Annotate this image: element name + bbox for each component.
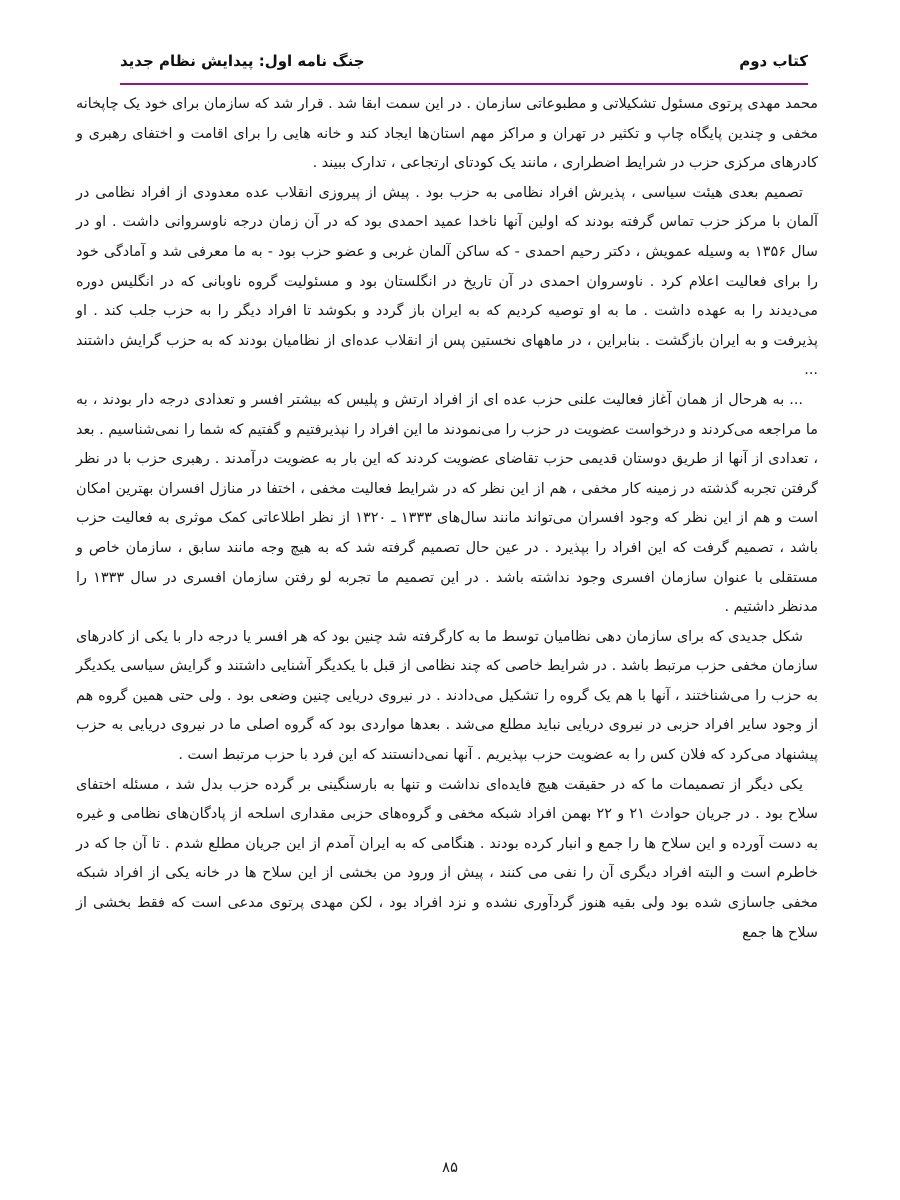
page-number: ۸۵: [441, 1158, 459, 1176]
header-book-title: کتاب دوم: [739, 52, 808, 70]
body-text: [76, 90, 818, 948]
paragraph-5: یکی دیگر از تصمیمات ما که در حقیقت هیچ فایده‌ای نداشت و تنها به بارسنگینی بر گرده حزب بدل شد ، مسئله اختفای سلاح بود . در جریان حوادث ۲۱ و ۲۲ بهمن افراد شبکه مخفی و گروه‌های حزبی مقداری اسلحه از پادگان‌های نظامی و غیره به دست آورده و این سلاح ها را جمع و انبار کرده بودند . هنگامی که به ایران آمدم از این جریان مطلع شدم . تا آن جا که در خاطرم است و البته افراد دیگری آن را نفی می کنند ، پیش از ورود من بخشی از این سلاح ها در خانه یکی از افراد شبکه مخفی جاسازی شده بود ولی بقیه هنوز گردآوری نشده و نزد افراد بود ، لکن مهدی پرتوی مدعی است که فقط بخشی از سلاح ها جمع: [76, 776, 818, 941]
paragraph-2: تصمیم بعدی هیئت سیاسی ، پذیرش افراد نظامی به حزب بود . پیش از پیروزی انقلاب عده معدودی از افراد نظامی در آلمان با مرکز حزب تماس گرفته بودند که اولین آنها ناخدا عمید احمدی بود که در آن زمان درجه ناوسروانی داشت . او در سال ۱۳۵۶ به وسیله عمویش ، دکتر رحیم احمدی - که ساکن آلمان غربی و عضو حزب بود - به ما معرفی شد و آمادگی خود را برای فعالیت اعلام کرد . ناوسروان احمدی در آن تاریخ در انگلستان بود و مسئولیت گروه ناوبانی که در انگلیس دوره می‌دیدند را به عهده داشت . ما به او توصیه کردیم که به ایران باز گردد و بکوشد تا افراد دیگر را به حزب جلب کند . او پذیرفت و به ایران بازگشت . بنابراین ، در ماههای نخستین پس از انقلاب عده‌ای از نظامیان بودند که به حزب گرایش داشتند ...: [76, 184, 818, 379]
paragraph-3: ... به هرحال از همان آغاز فعالیت علنی حزب عده ای از افراد ارتش و پلیس که بیشتر افسر و تعدادی درجه دار بودند ، به ما مراجعه می‌کردند و درخواست عضویت در حزب را می‌نمودند ما این افراد را نپذیرفتیم و گفتیم که شما را نمی‌شناسیم . بعد ، تعدادی از آنها از طریق دوستان قدیمی حزب تقاضای عضویت کردند که این بار به عضویت درآمدند . رهبری حزب با در نظر گرفتن تجربه گذشته در زمینه کار مخفی ، هم از این نظر که در شرایط فعالیت مخفی ، اختفا در منازل افسران بهترین امکان است و هم از این نظر که وجود افسران می‌تواند مانند سال‌های ۱۳۳۳ ـ ۱۳۲۰ از نظر اطلاعاتی کمک موثری به فعالیت حزب باشد ، تصمیم گرفت که این افراد را بپذیرد . در عین حال تصمیم گرفته شد که به هیچ وجه مانند سابق ، سازمان خاص و مستقلی با عنوان سازمان افسری وجود نداشته باشد . در این تصمیم ما تجربه لو رفتن سازمان افسری در سال ۱۳۳۳ را مدنظر داشتیم .: [76, 391, 819, 616]
header-divider: [120, 83, 808, 85]
header-chapter-title: جنگ نامه اول: پیدایش نظام جدید: [120, 52, 365, 70]
running-header: [120, 46, 808, 76]
paragraph-1: محمد مهدی پرتوی مسئول تشکیلاتی و مطبوعاتی سازمان . در این سمت ابقا شد . قرار شد که سازمان برای خود یک چاپخانه مخفی و چندین پایگاه چاپ و تکثیر در تهران و مراکز مهم استان‌ها ایجاد کند و خانه هایی را برای اقامت و اختفای رهبری و کادرهای مرکزی حزب در شرایط اضطراری ، مانند یک کودتای ارتجاعی ، تدارک ببیند .: [76, 96, 818, 172]
paragraph-4: شکل جدیدی که برای سازمان دهی نظامیان توسط ما به کارگرفته شد چنین بود که هر افسر یا درجه دار با یکی از کادرهای سازمان مخفی حزب مرتبط باشد . در شرایط خاصی که چند نظامی از قبل با یکدیگر آشنایی داشتند و گرایش سیاسی یکدیگر به حزب را می‌شناختند ، آنها با هم یک گروه را تشکیل می‌دادند . در نیروی دریایی چنین وضعی بود . ولی حتی همین گروه هم از وجود سایر افراد حزبی در نیروی دریایی نباید مطلع می‌شد . بعدها مواردی بود که گروه اصلی ما در نیروی دریایی به حزب پیشنهاد می‌کرد که فلان کس را به عضویت حزب بپذیریم . آنها نمی‌دانستند که این فرد با حزب مرتبط است .: [76, 628, 818, 764]
